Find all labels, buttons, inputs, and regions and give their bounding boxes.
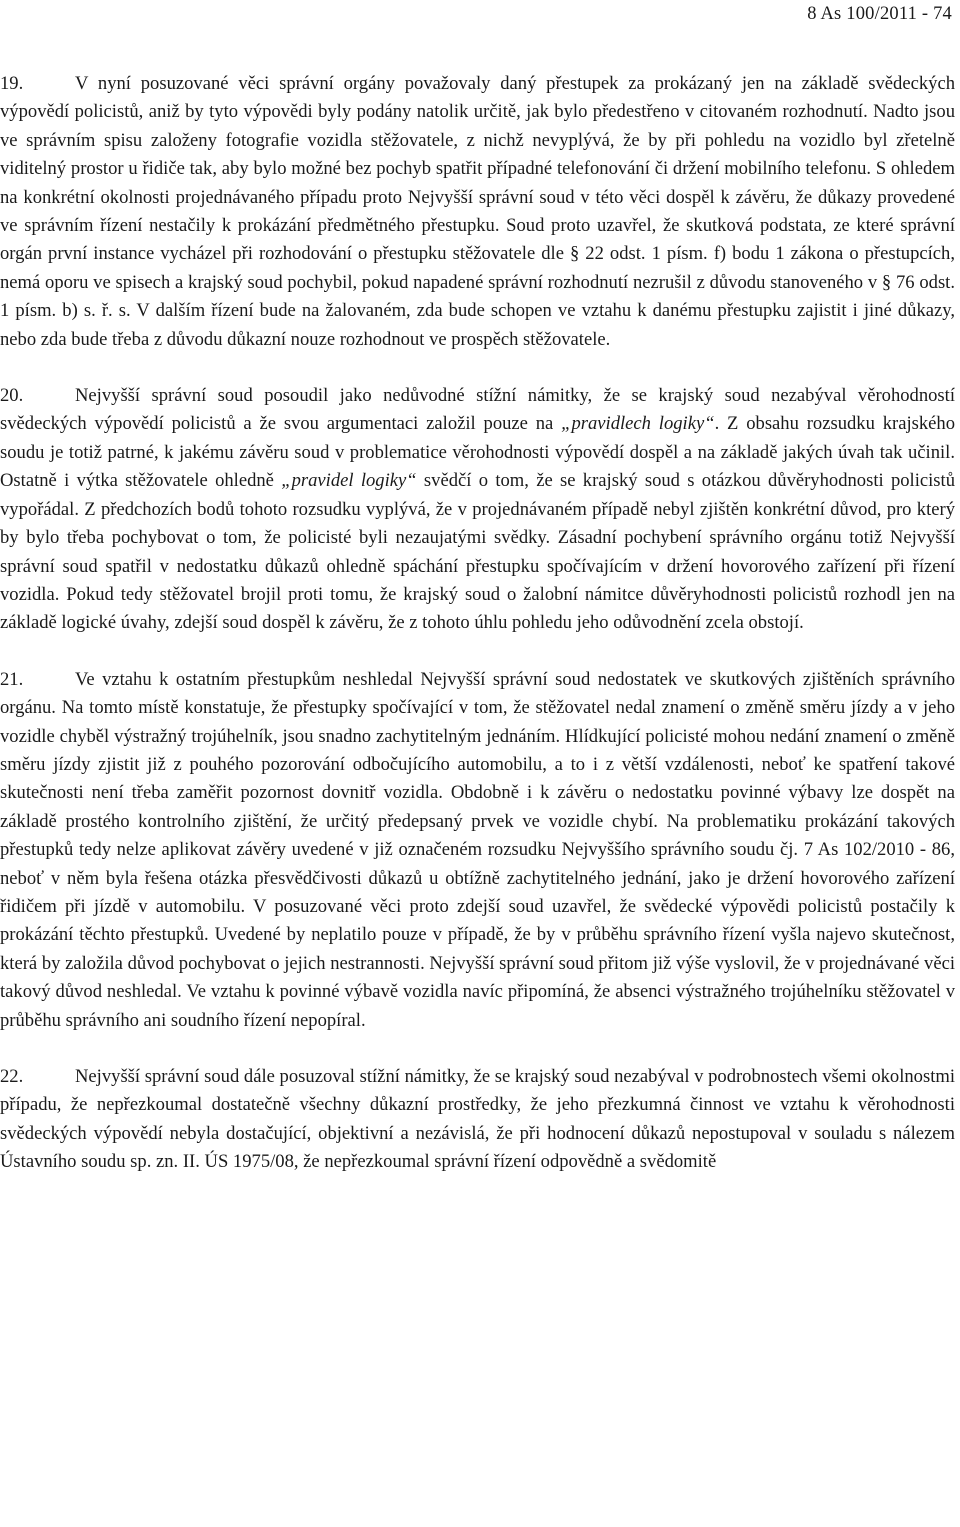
document-body: [0, 70, 955, 1205]
case-number-header: 8 As 100/2011 - 74: [807, 4, 952, 24]
paragraph-number: 22.: [0, 1066, 24, 1087]
paragraph-19: [0, 70, 955, 354]
paragraph-number: 20.: [0, 385, 24, 407]
paragraph-text-part: Nejvyšší správní soud posoudil jako nedůvodné stížní námitky, že se krajský soud nezabýval věrohodností svědeckých výpovědí policistů a že svou argumentaci založil pouze na: [0, 385, 955, 435]
paragraph-text: V nyní posuzované věci správní orgány považovaly daný přestupek za prokázaný jen na základě svědeckých výpovědí policistů, aniž by tyto výpovědi byly podány natolik určitě, jak bylo předestřeno v citovaném rozhodnutí. Nadto jsou ve správním spisu založeny fotografie vozidla stěžovatele, z nichž nevyplývá, že by při pohledu na vozidlo byl zřetelně viditelný prostor u řidiče tak, aby bylo možné bez pochyb spatřit případné telefonování či držení mobilního telefonu. S ohledem na konkrétní okolnosti projednávaného případu proto Nejvyšší správní soud v této věci dospěl k závěru, že důkazy provedené ve správním řízení nestačily k prokázání předmětného přestupku. Soud proto uzavřel, že skutková podstata, ze které správní orgán první instance vycházel při rozhodování o přestupku stěžovatele dle § 22 odst. 1 písm. f) bodu 1 zákona o přestupcích, nemá oporu ve spisech a krajský soud pochybil, pokud napadené správní rozhodnutí nezrušil z důvodu stanoveného v § 76 odst. 1 písm. b) s. ř. s. V dalším řízení bude na žalovaném, zda bude schopen ve vztahu k danému přestupku zajistit i jiné důkazy, nebo zda bude třeba z důvodu důkazní nouze rozhodnout ve prospěch stěžovatele.: [0, 73, 955, 350]
paragraph-text: Ve vztahu k ostatním přestupkům neshledal Nejvyšší správní soud nedostatek ve skutkových zjištěních správního orgánu. Na tomto místě konstatuje, že přestupky spočívající v tom, že stěžovatel nedal znamení o změně směru jízdy a v jeho vozidle chyběl výstražný trojúhelník, jsou snadno zachytitelným jednáním. Hlídkující policisté mohou nedání znamení o změně směru jízdy zjistit již z pouhého pozorování odbočujícího automobilu, a to i z větší vzdálenosti, neboť ke spatření takové skutečnosti není třeba zaměřit pozornost dovnitř vozidla. Obdobně i k závěru o nedostatku povinné výbavy lze dospět na základě prostého kontrolního zjištění, že určitý předepsaný prvek ve vozidle chybí. Na problematiku prokázání takových přestupků tedy nelze aplikovat závěry uvedené v již označeném rozsudku Nejvyššího správního soudu čj. 7 As 102/2010 - 86, neboť v něm byla řešena otázka přesvědčivosti důkazů u obtížně zachytitelného jednání, jako je držení hovorového zařízení řidičem při jízdě v automobilu. V posuzované věci proto zdejší soud uzavřel, že svědecké výpovědi policistů postačily k prokázání těchto přestupků. Uvedené by neplatilo pouze v případě, že by v průběhu správního řízení vyšla najevo skutečnost, která by založila důvod pochybovat o jejich nestrannosti. Nejvyšší správní soud přitom již výše vyslovil, že v projednávané věci takový důvod neshledal. Ve vztahu k povinné výbavě vozidla navíc připomíná, že absenci výstražného trojúhelníku stěžovatel v průběhu správního ani soudního řízení nepopíral.: [0, 668, 955, 1031]
paragraph-text: Nejvyšší správní soud dále posuzoval stížní námitky, že se krajský soud nezabýval v podrobnostech všemi okolnostmi případu, že nepřezkoumal dostatečně všechny důkazní prostředky, že jeho přezkumná činnost ve vztahu k věrohodnosti svědeckých výpovědí nebyla dostačující, objektivní a nezávislá, že při hodnocení důkazů nepostupoval v souladu s nálezem Ústavního soudu sp. zn. II. ÚS 1975/08, že nepřezkoumal správní řízení odpovědně a svědomitě: [0, 1066, 955, 1173]
paragraph-20: [0, 382, 955, 638]
paragraph-21: [0, 666, 955, 1035]
italic-quote: „pravidel logiky“: [281, 470, 417, 492]
paragraph-22: [0, 1063, 955, 1177]
paragraph-text-part: svědčí o tom, že se krajský soud s otázkou důvěryhodnosti policistů vypořádal. Z předchozích bodů tohoto rozsudku vyplývá, že v projednávaném případě nebyl zjištěn konkrétní důvod, pro který by bylo třeba pochybovat o tom, že policisté byli nezaujatými svědky. Zásadní pochybení správního orgánu totiž Nejvyšší správní soud spatřil v nedostatku důkazů ohledně spáchání přestupku spočívajícím v držení hovorového zařízení při řízení vozidla. Pokud tedy stěžovatel brojil proti tomu, že krajský soud o žalobní námitce důvěryhodnosti policistů rozhodl jen na základě logické úvahy, zdejší soud dospěl k závěru, že z tohoto úhlu pohledu jeho odůvodnění zcela obstojí.: [0, 470, 955, 634]
paragraph-number: 19.: [0, 73, 24, 94]
paragraph-number: 21.: [0, 668, 24, 690]
paragraph-text-part: . Z obsahu rozsudku krajského soudu je totiž patrné, k jakému závěru soud v problematice věrohodnosti výpovědí dospěl a na základě jakých úvah tak učinil. Ostatně i výtka stěžovatele ohledně: [0, 413, 955, 492]
italic-quote: „pravidlech logiky“: [561, 413, 715, 435]
